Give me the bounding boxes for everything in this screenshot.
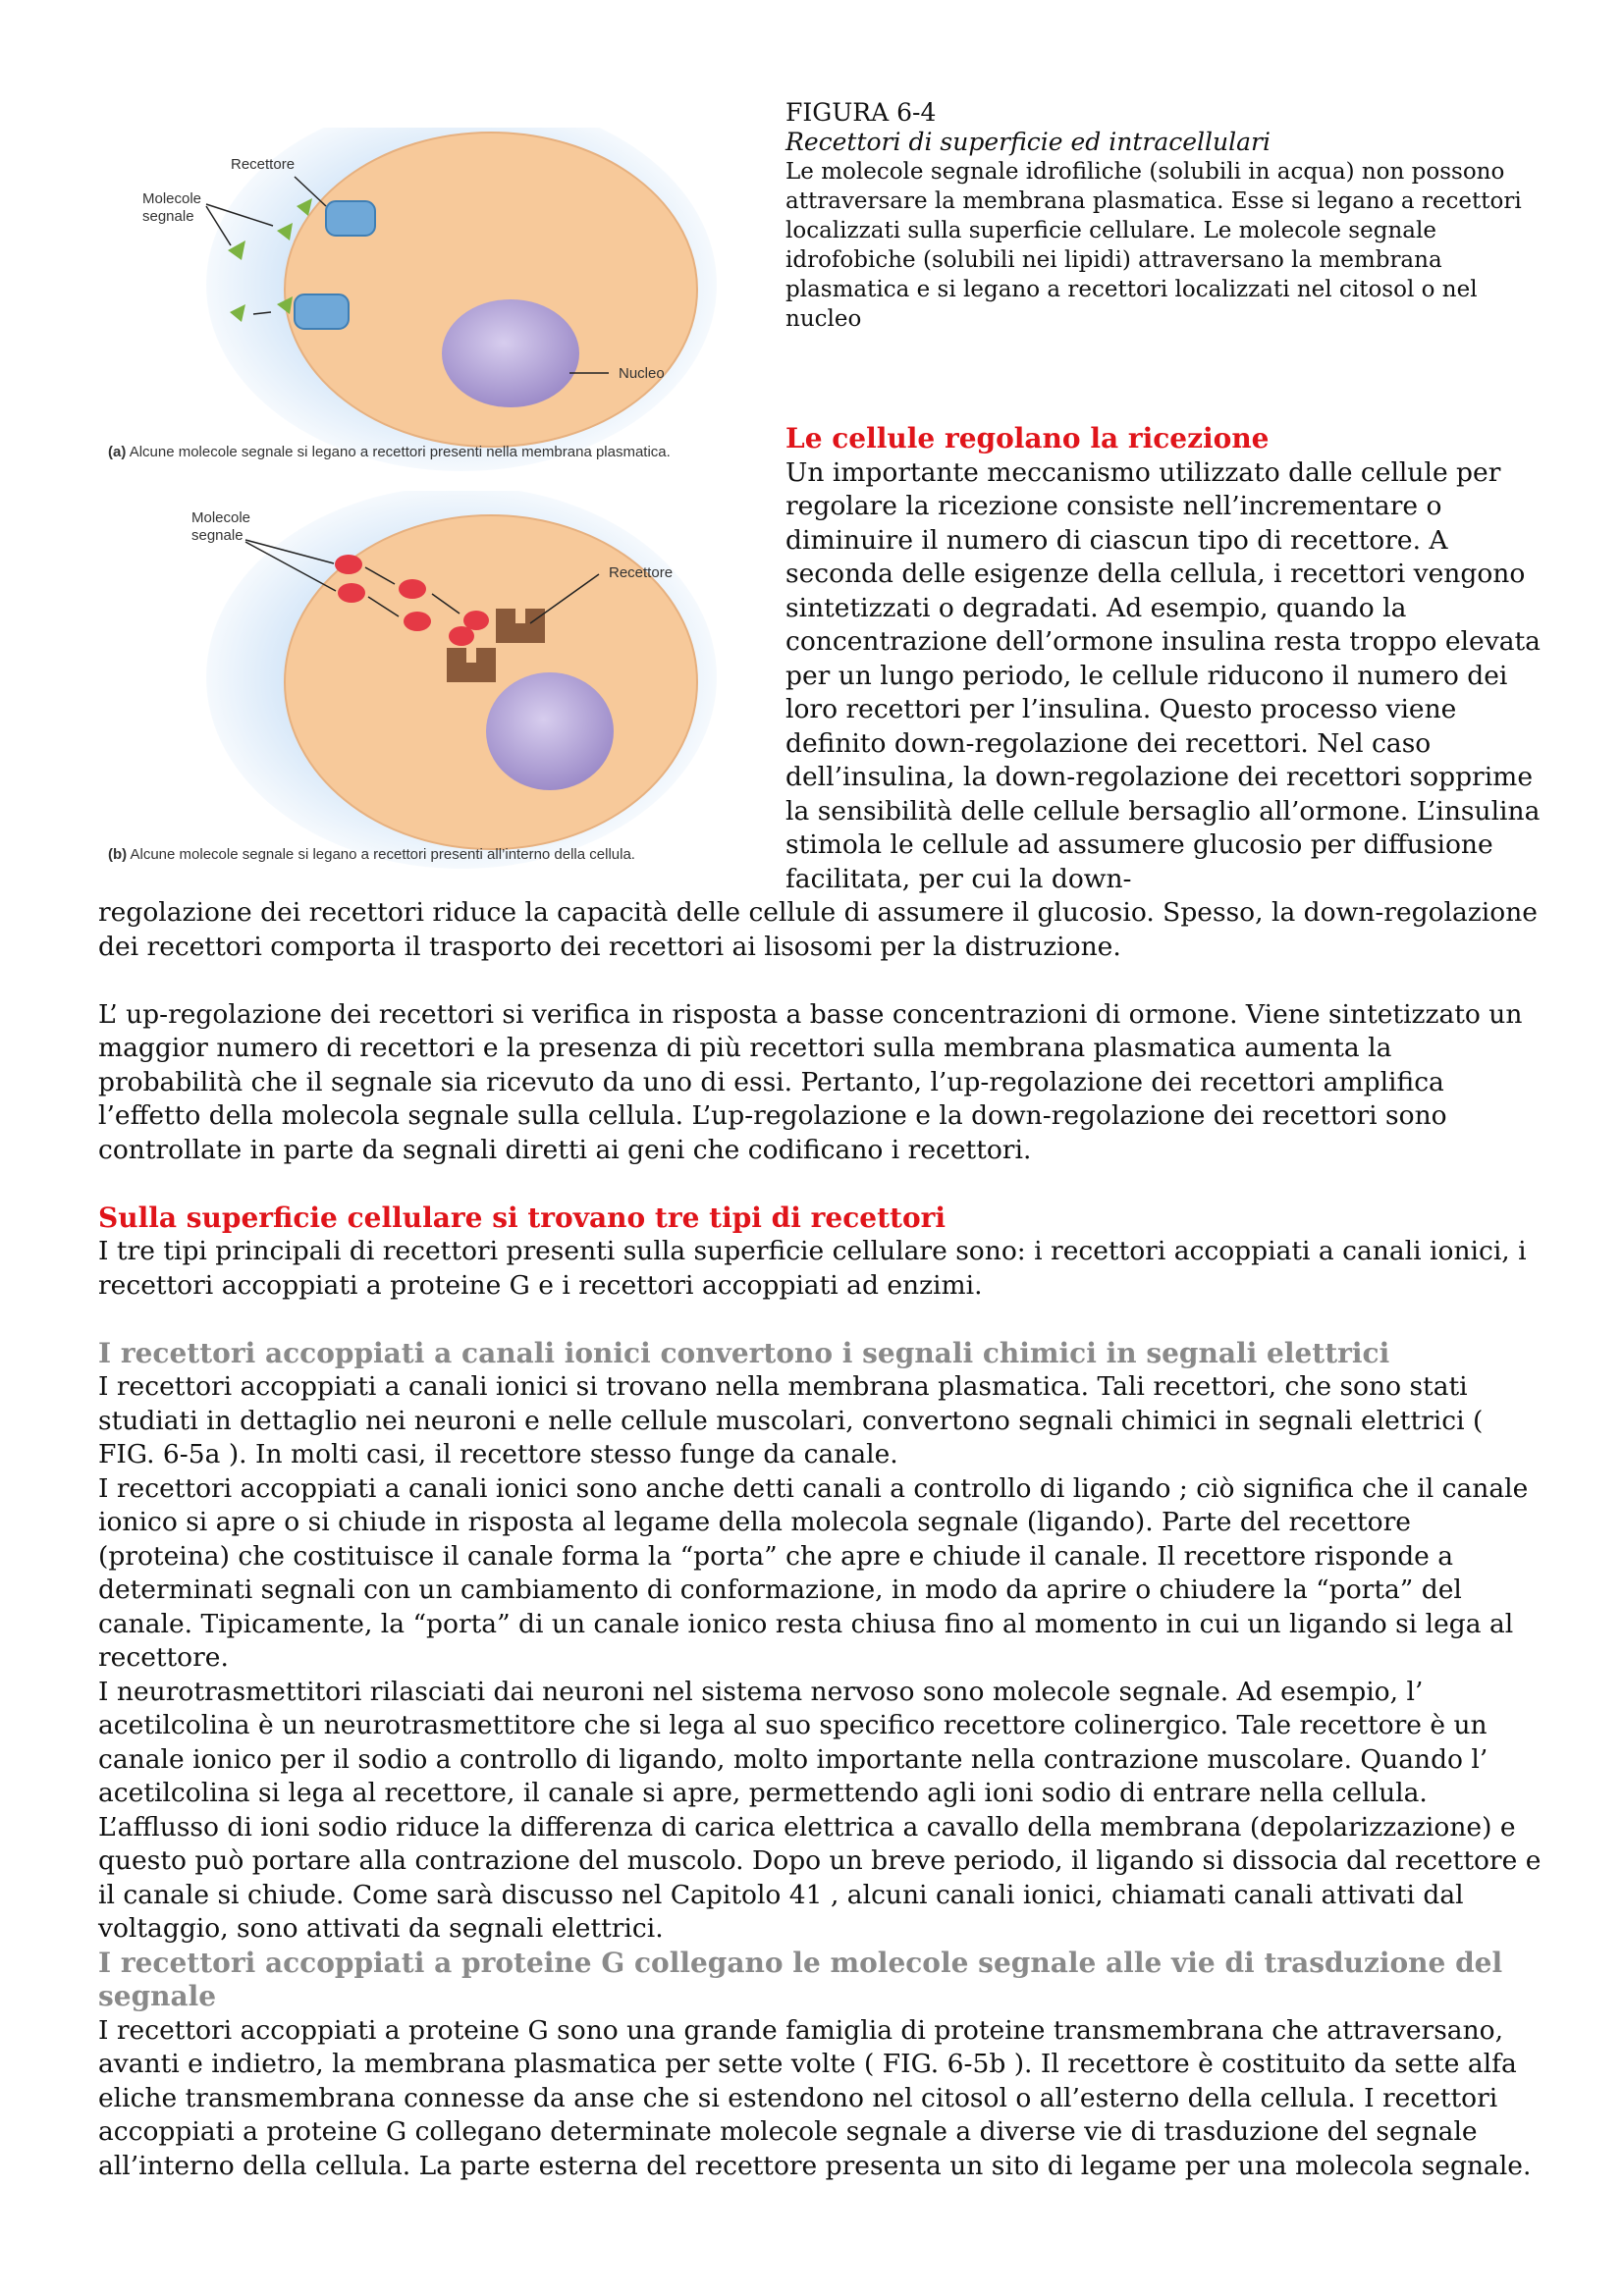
label-receptor: Recettore bbox=[609, 564, 674, 581]
figure-label: FIGURA 6-4 bbox=[785, 98, 937, 127]
figure-caption bbox=[785, 98, 1532, 334]
figure-description: Le molecole segnale idrofiliche (solubili in acqua) non possono attraversare la membrana plasmatica. Esse si legano a recettori localizzati sulla superficie cellulare. Le molecole segnale idrofobiche (solubili nei lipidi) attraversano la membrana plasmatica e si legano a recettori localizzati nel citosol o nel nucleo bbox=[785, 159, 1522, 332]
nucleus bbox=[486, 672, 614, 790]
paragraph: L’ up-regolazione dei recettori si verifica in risposta a basse concentrazioni di ormone. Viene sintetizzato un maggior numero di recettori e la presenza di più recettori sulla membrana plasmatica aumenta la probabilità che il segnale sia ricevuto da uno di essi. Pertanto, l’up-regolazione dei recettori amplifica l’effetto della molecola segnale sulla cellula. L’up-regolazione e la down-regolazione dei recettori sono controllate in parte da segnali diretti ai geni che codificano i recettori. bbox=[98, 998, 1523, 1165]
signal-molecule bbox=[335, 555, 362, 574]
signal-molecule bbox=[338, 583, 365, 603]
figure-panel-b bbox=[98, 491, 746, 874]
label-receptor: Recettore bbox=[231, 156, 296, 173]
paragraph: I recettori accoppiati a canali ionici sono anche detti canali a controllo di ligando ; ciò significa che il canale ionico si apre o si chiude in risposta al legame della molecola segnale (ligando). Parte del recettore (proteina) che costituisce il canale forma la “porta” che apre e chiude il canale. Il recettore risponde a determinati segnali con un cambiamento di conformazione, in modo da aprire o chiudere la “porta” del canale. Tipicamente, la “porta” di un canale ionico resta chiusa fino al momento in cui un ligando si lega al recettore. bbox=[98, 1472, 1529, 1673]
label-nucleus: Nucleo bbox=[619, 365, 665, 382]
panel-a-caption: (a) Alcune molecole segnale si legano a recettori presenti nella membrana plasmatica. bbox=[108, 444, 671, 460]
label-molecules-1: Molecole bbox=[142, 190, 202, 207]
label-molecules-2: segnale bbox=[191, 527, 243, 544]
paragraph: I tre tipi principali di recettori presenti sulla superficie cellulare sono: i recettori accoppiati a canali ionici, i recettori accoppiati a proteine G e i recettori accoppiati ad enzimi. bbox=[98, 1236, 1527, 1301]
cell-surface-receptor-illustration bbox=[98, 128, 746, 471]
intracellular-receptor-illustration bbox=[98, 491, 746, 874]
signal-molecule bbox=[463, 611, 489, 630]
main-text bbox=[98, 896, 1542, 2183]
section-heading: I recettori accoppiati a canali ionici convertono i segnali chimici in segnali elettrici bbox=[98, 1336, 1390, 1369]
paragraph: I recettori accoppiati a canali ionici si trovano nella membrana plasmatica. Tali recettori, che sono stati studiati in dettaglio nei neuroni e nelle cellule muscolari, convertono segnali chimici in segnali elettrici ( FIG. 6-5a ). In molti casi, il recettore stesso funge da canale. bbox=[98, 1371, 1484, 1469]
section-receptor-regulation bbox=[785, 422, 1551, 896]
section-heading: Sulla superficie cellulare si trovano tre tipi di recettori bbox=[98, 1201, 947, 1234]
paragraph: I neurotrasmettitori rilasciati dai neuroni nel sistema nervoso sono molecole segnale. Ad esempio, l’ acetilcolina è un neurotrasmettitore che si lega al suo specifico recettore colinergico. Tale recettore è un canale ionico per il sodio a controllo di ligando, molto importante nella contrazione muscolare. Quando l’ acetilcolina si lega al recettore, il canale si apre, permettendo agli ioni sodio di entrare nella cellula. L’afflusso di ioni sodio riduce la differenza di carica elettrica a cavallo della membrana (depolarizzazione) e questo può portare alla contrazione del muscolo. Dopo un breve periodo, il ligando si dissocia dal recettore e il canale si chiude. Come sarà discusso nel Capitolo 41 , alcuni canali ionici, chiamati canali attivati dal voltaggio, sono attivati da segnali elettrici. bbox=[98, 1676, 1542, 1944]
surface-receptor-2 bbox=[295, 294, 349, 329]
figure-panel-a bbox=[98, 128, 746, 471]
paragraph: regolazione dei recettori riduce la capacità delle cellule di assumere il glucosio. Spesso, la down-regolazione dei recettori comporta il trasporto dei recettori ai lisosomi per la distruzione. bbox=[98, 897, 1538, 962]
nucleus bbox=[442, 299, 579, 407]
panel-b-caption: (b) Alcune molecole segnale si legano a recettori presenti all’interno della cellula. bbox=[108, 846, 635, 863]
section-heading: Le cellule regolano la ricezione bbox=[785, 422, 1270, 454]
label-molecules-1: Molecole bbox=[191, 509, 251, 526]
section-heading: I recettori accoppiati a proteine G collegano le molecole segnale alle vie di trasduzione del segnale bbox=[98, 1946, 1503, 2012]
signal-molecule bbox=[449, 626, 474, 646]
surface-receptor-1 bbox=[326, 201, 375, 236]
figure-title: Recettori di superficie ed intracellulari bbox=[785, 128, 1271, 156]
paragraph: Un importante meccanismo utilizzato dalle cellule per regolare la ricezione consiste nell’incrementare o diminuire il numero di ciascun tipo di recettore. A seconda delle esigenze della cellula, i recettori vengono sintetizzati o degradati. Ad esempio, quando la concentrazione dell’ormone insulina resta troppo elevata per un lungo periodo, le cellule riducono il numero dei loro recettori per l’insulina. Questo processo viene definito down-regolazione dei recettori. Nel caso dell’insulina, la down-regolazione dei recettori sopprime la sensibilità delle cellule bersaglio all’ormone. L’insulina stimola le cellule ad assumere glucosio per diffusione facilitata, per cui la down- bbox=[785, 456, 1541, 894]
label-molecules-2: segnale bbox=[142, 208, 194, 225]
signal-molecule bbox=[404, 612, 431, 631]
signal-molecule bbox=[399, 579, 426, 599]
paragraph: I recettori accoppiati a proteine G sono una grande famiglia di proteine transmembrana che attraversano, avanti e indietro, la membrana plasmatica per sette volte ( FIG. 6-5b ). Il recettore è costituito da sette alfa eliche transmembrana connesse da anse che si estendono nel citosol o all’esterno della cellula. I recettori accoppiati a proteine G collegano determinate molecole segnale a diverse vie di trasduzione del segnale all’interno della cellula. La parte esterna del recettore presenta un sito di legame per una molecola segnale. bbox=[98, 2014, 1532, 2181]
